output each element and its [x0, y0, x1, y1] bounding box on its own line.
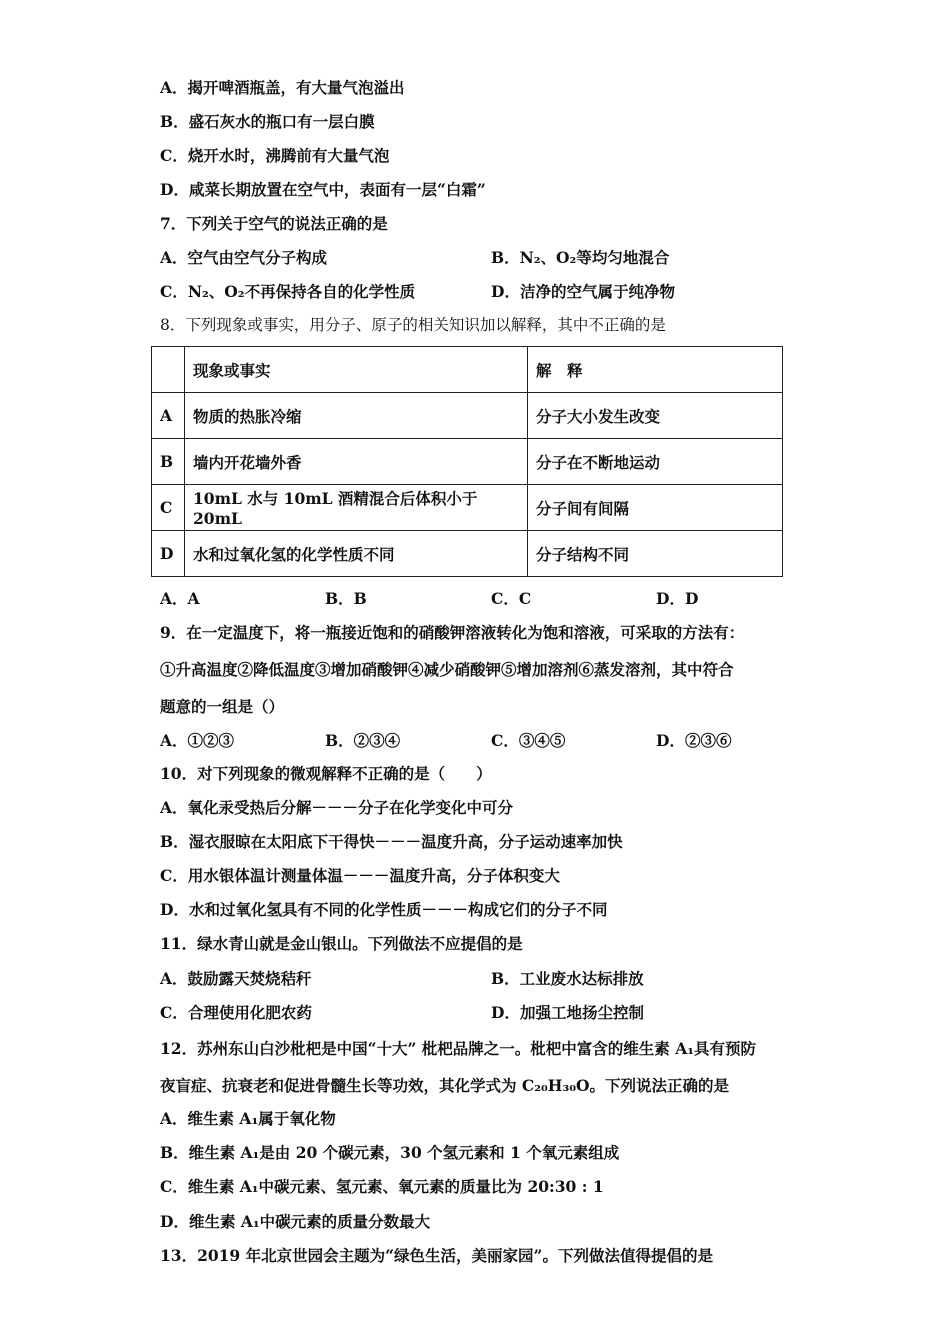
- q10-option-d: D．水和过氧化氢具有不同的化学性质－－－构成它们的分子不同: [160, 900, 608, 919]
- q9-stem-line1: 9．在一定温度下，将一瓶接近饱和的硝酸钾溶液转化为饱和溶液，可采取的方法有：: [160, 623, 745, 642]
- row-phenomenon: 墙内开花墙外香: [185, 439, 528, 485]
- q9-option-d: D．②③⑥: [656, 731, 732, 750]
- table-row: [152, 439, 783, 485]
- table-header-explanation: 解 释: [528, 347, 783, 393]
- q6-option-b: B．盛石灰水的瓶口有一层白膜: [160, 112, 375, 131]
- q6-option-d: D．咸菜长期放置在空气中，表面有一层“白霜”: [160, 180, 486, 199]
- q11-option-a: A．鼓励露天焚烧秸秆: [160, 969, 312, 988]
- q7-option-b: B．N₂、O₂等均匀地混合: [491, 248, 670, 267]
- row-phenomenon: 物质的热胀冷缩: [185, 393, 528, 439]
- q7-stem: 7．下列关于空气的说法正确的是: [160, 214, 388, 233]
- q12-stem-line2: 夜盲症、抗衰老和促进骨髓生长等功效，其化学式为 C₂₀H₃₀O。下列说法正确的是: [160, 1076, 730, 1095]
- q11-stem: 11．绿水青山就是金山银山。下列做法不应提倡的是: [160, 934, 523, 953]
- q12-option-d: D．维生素 A₁中碳元素的质量分数最大: [160, 1212, 431, 1231]
- row-key: C: [152, 485, 185, 531]
- row-key: D: [152, 531, 185, 577]
- q7-option-d: D．洁净的空气属于纯净物: [491, 282, 675, 301]
- row-explanation: 分子在不断地运动: [528, 439, 783, 485]
- table-cell: [152, 347, 185, 393]
- table-header-phenomenon: 现象或事实: [185, 347, 528, 393]
- q10-option-b: B．湿衣服晾在太阳底下干得快－－－温度升高，分子运动速率加快: [160, 832, 623, 851]
- q7-option-a: A．空气由空气分子构成: [160, 248, 328, 267]
- row-key: A: [152, 393, 185, 439]
- row-phenomenon: 10mL 水与 10mL 酒精混合后体积小于 20mL: [185, 485, 528, 531]
- row-explanation: 分子间有间隔: [528, 485, 783, 531]
- q9-stem-line2: ①升高温度②降低温度③增加硝酸钾④减少硝酸钾⑤增加溶剂⑥蒸发溶剂，其中符合: [160, 660, 734, 679]
- q6-option-c: C．烧开水时，沸腾前有大量气泡: [160, 146, 390, 165]
- q11-option-c: C．合理使用化肥农药: [160, 1003, 312, 1022]
- q11-option-b: B．工业废水达标排放: [491, 969, 644, 988]
- row-phenomenon: 水和过氧化氢的化学性质不同: [185, 531, 528, 577]
- row-explanation: 分子结构不同: [528, 531, 783, 577]
- q9-option-a: A．①②③: [160, 731, 235, 750]
- q8-stem: 8．下列现象或事实，用分子、原子的相关知识加以解释，其中不正确的是: [160, 316, 666, 334]
- q12-option-b: B．维生素 A₁是由 20 个碳元素，30 个氢元素和 1 个氧元素组成: [160, 1143, 620, 1162]
- table-header-row: [152, 347, 783, 393]
- q12-option-a: A．维生素 A₁属于氧化物: [160, 1109, 336, 1128]
- row-explanation: 分子大小发生改变: [528, 393, 783, 439]
- q12-option-c: C．维生素 A₁中碳元素、氢元素、氧元素的质量比为 20:30 : 1: [160, 1177, 604, 1196]
- table-row: [152, 485, 783, 531]
- q8-option-d: D．D: [656, 589, 699, 608]
- q9-option-b: B．②③④: [325, 731, 401, 750]
- q10-option-a: A．氧化汞受热后分解－－－分子在化学变化中可分: [160, 798, 514, 817]
- q7-option-c: C．N₂、O₂不再保持各自的化学性质: [160, 282, 416, 301]
- q8-option-b: B．B: [325, 589, 367, 608]
- q8-option-a: A．A: [160, 589, 200, 608]
- q10-stem: 10．对下列现象的微观解释不正确的是（ ）: [160, 764, 492, 783]
- q10-option-c: C．用水银体温计测量体温－－－温度升高，分子体积变大: [160, 866, 560, 885]
- q8-table: [151, 346, 783, 577]
- q11-option-d: D．加强工地扬尘控制: [491, 1003, 644, 1022]
- q9-stem-line3: 题意的一组是（）: [160, 697, 285, 716]
- row-key: B: [152, 439, 185, 485]
- q8-option-c: C．C: [491, 589, 532, 608]
- q6-option-a: A．揭开啤酒瓶盖，有大量气泡溢出: [160, 78, 405, 97]
- q12-stem-line1: 12．苏州东山白沙枇杷是中国“十大” 枇杷品牌之一。枇杷中富含的维生素 A₁具有预防: [160, 1039, 757, 1058]
- table-row: [152, 531, 783, 577]
- q9-option-c: C．③④⑤: [491, 731, 566, 750]
- q13-stem: 13．2019 年北京世园会主题为“绿色生活，美丽家园”。下列做法值得提倡的是: [160, 1246, 713, 1265]
- table-row: [152, 393, 783, 439]
